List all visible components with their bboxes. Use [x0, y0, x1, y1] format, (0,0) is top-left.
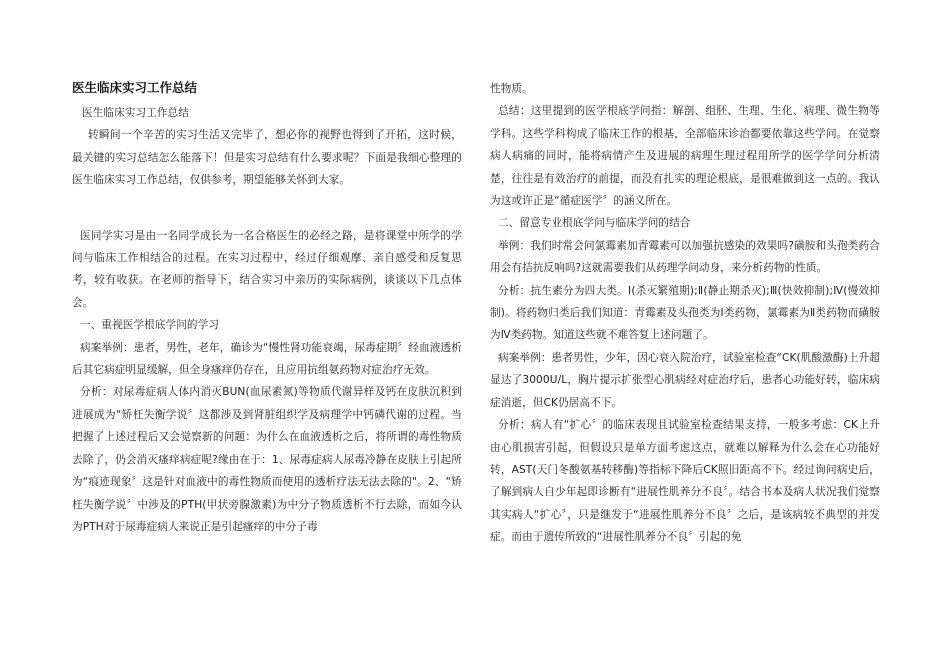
- document-title: 医生临床实习工作总结: [72, 80, 198, 95]
- continued-paragraph: 性物质。: [490, 83, 533, 95]
- summary-paragraph: 总结：这里提到的医学根底学问指：解剖、组胚、生理、生化、病理、微生物等学科。这些学科构成了临床工作的根基，全部临床诊治都要依靠这些学问。在觉察病人病痛的同时，能将病情产生及进展的病理生理过程用所学的医学学问分析清楚，往往是有效治疗的前提，而没有扎实的理论根底，是很难做到这一点的。我认为这或许正是“循症医学〞的涵义所在。: [490, 105, 880, 208]
- analysis-paragraph: 分析：抗生素分为四大类。Ⅰ(杀灭繁殖期);Ⅱ(静止期杀灭);Ⅲ(快效抑制);Ⅳ(慢效抑制)。将药物归类后我们知道：青霉素及头孢类为Ⅰ类药物，氯霉素为Ⅱ类药物而磺胺为Ⅳ类药物。知道这些就不难答复上述问题了。: [490, 284, 880, 342]
- case-paragraph: 病案举例：患者男性，少年，因心衰入院治疗，试验室检查“CK(肌酸激酶)上升超显达了3000U/L，胸片提示扩张型心肌病经对症治疗后，患者心功能好转，临床病症消逝，但CK仍居高不下。: [490, 351, 880, 409]
- case-paragraph: 病案举例：患者，男性，老年，确诊为“慢性肾功能衰竭，尿毒症期〞经血液透析后其它病症明显缓解，但全身瘙痒仍存在，且应用抗组氨药物对症治疗无效。: [72, 341, 462, 377]
- right-column: [490, 78, 880, 549]
- section-heading: 二、留意专业根底学问与临床学问的结合: [498, 217, 691, 230]
- body-paragraph: 医同学实习是由一名同学成长为一名合格医生的必经之路，是将课堂中所学的学问与临床工作相结合的过程。在实习过程中，经过仔细观摩、亲自感受和反复思考，较有收获。在老师的指导下，结合实习中亲历的实际病例，谈谈以下几点体会。: [72, 229, 462, 309]
- subtitle-paragraph: 医生临床实习工作总结: [82, 107, 189, 119]
- analysis-paragraph: 分析：病人有“扩心〞的临床表现且试验室检查结果支持，一般多考虑：CK上升由心肌损害引起，但假设只是单方面考虑这点，就难以解释为什么会在心功能好转，AST(天门冬酸氨基转移酶)等指标下降后CK照旧距高不下。经过询问病史后，了解到病人自少年起即诊断有“进展性肌养分不良〞。结合书本及病人状况我们觉察其实病人“扩心〞，只是继发于“进展性肌养分不良〞之后，是该病较不典型的并发症。而由于遗传所致的“进展性肌养分不良〞引起的免: [490, 419, 880, 544]
- intro-paragraph: 转瞬间一个辛苦的实习生活又完毕了，想必你的视野也得到了开拓，这时候，最关键的实习总结怎么能落下！但是实习总结有什么要求呢？下面是我细心整理的医生临床实习工作总结，仅供参考，期望能够关怀到大家。: [72, 129, 462, 187]
- example-paragraph: 举例：我们时常会问氯霉素加青霉素可以加强抗感染的效果吗?磺胺和头孢类药合用会有拮抗反响吗?这就需要我们从药理学问动身，来分析药物的性质。: [490, 239, 880, 275]
- analysis-paragraph: 分析：对尿毒症病人体内消灭BUN(血尿素氮)等物质代谢异样及钙在皮肤沉积到进展成为“矫枉失衡学说〞这都涉及到肾脏组织学及病理学中钙磷代谢的过程。当把握了上述过程后又会觉察新的问题：为什么在血液透析之后，将所谓的毒性物质去除了，仍会消灭瘙痒病症呢?缘由在于：1、尿毒症病人尿毒冷静在皮肤上引起所为“痕迹现象〞这是针对血液中的毒性物质而使用的透析疗法无法去除的"。2、“矫枉失衡学说〞中涉及的PTH(甲状旁腺激素)为中分子物质透析不行去除，而如今认为PTH对于尿毒症病人来说正是引起瘙痒的中分子毒: [72, 386, 462, 533]
- blank-space: [72, 192, 462, 225]
- section-heading: 一、重视医学根底学问的学习: [80, 319, 220, 332]
- left-column: [72, 78, 462, 538]
